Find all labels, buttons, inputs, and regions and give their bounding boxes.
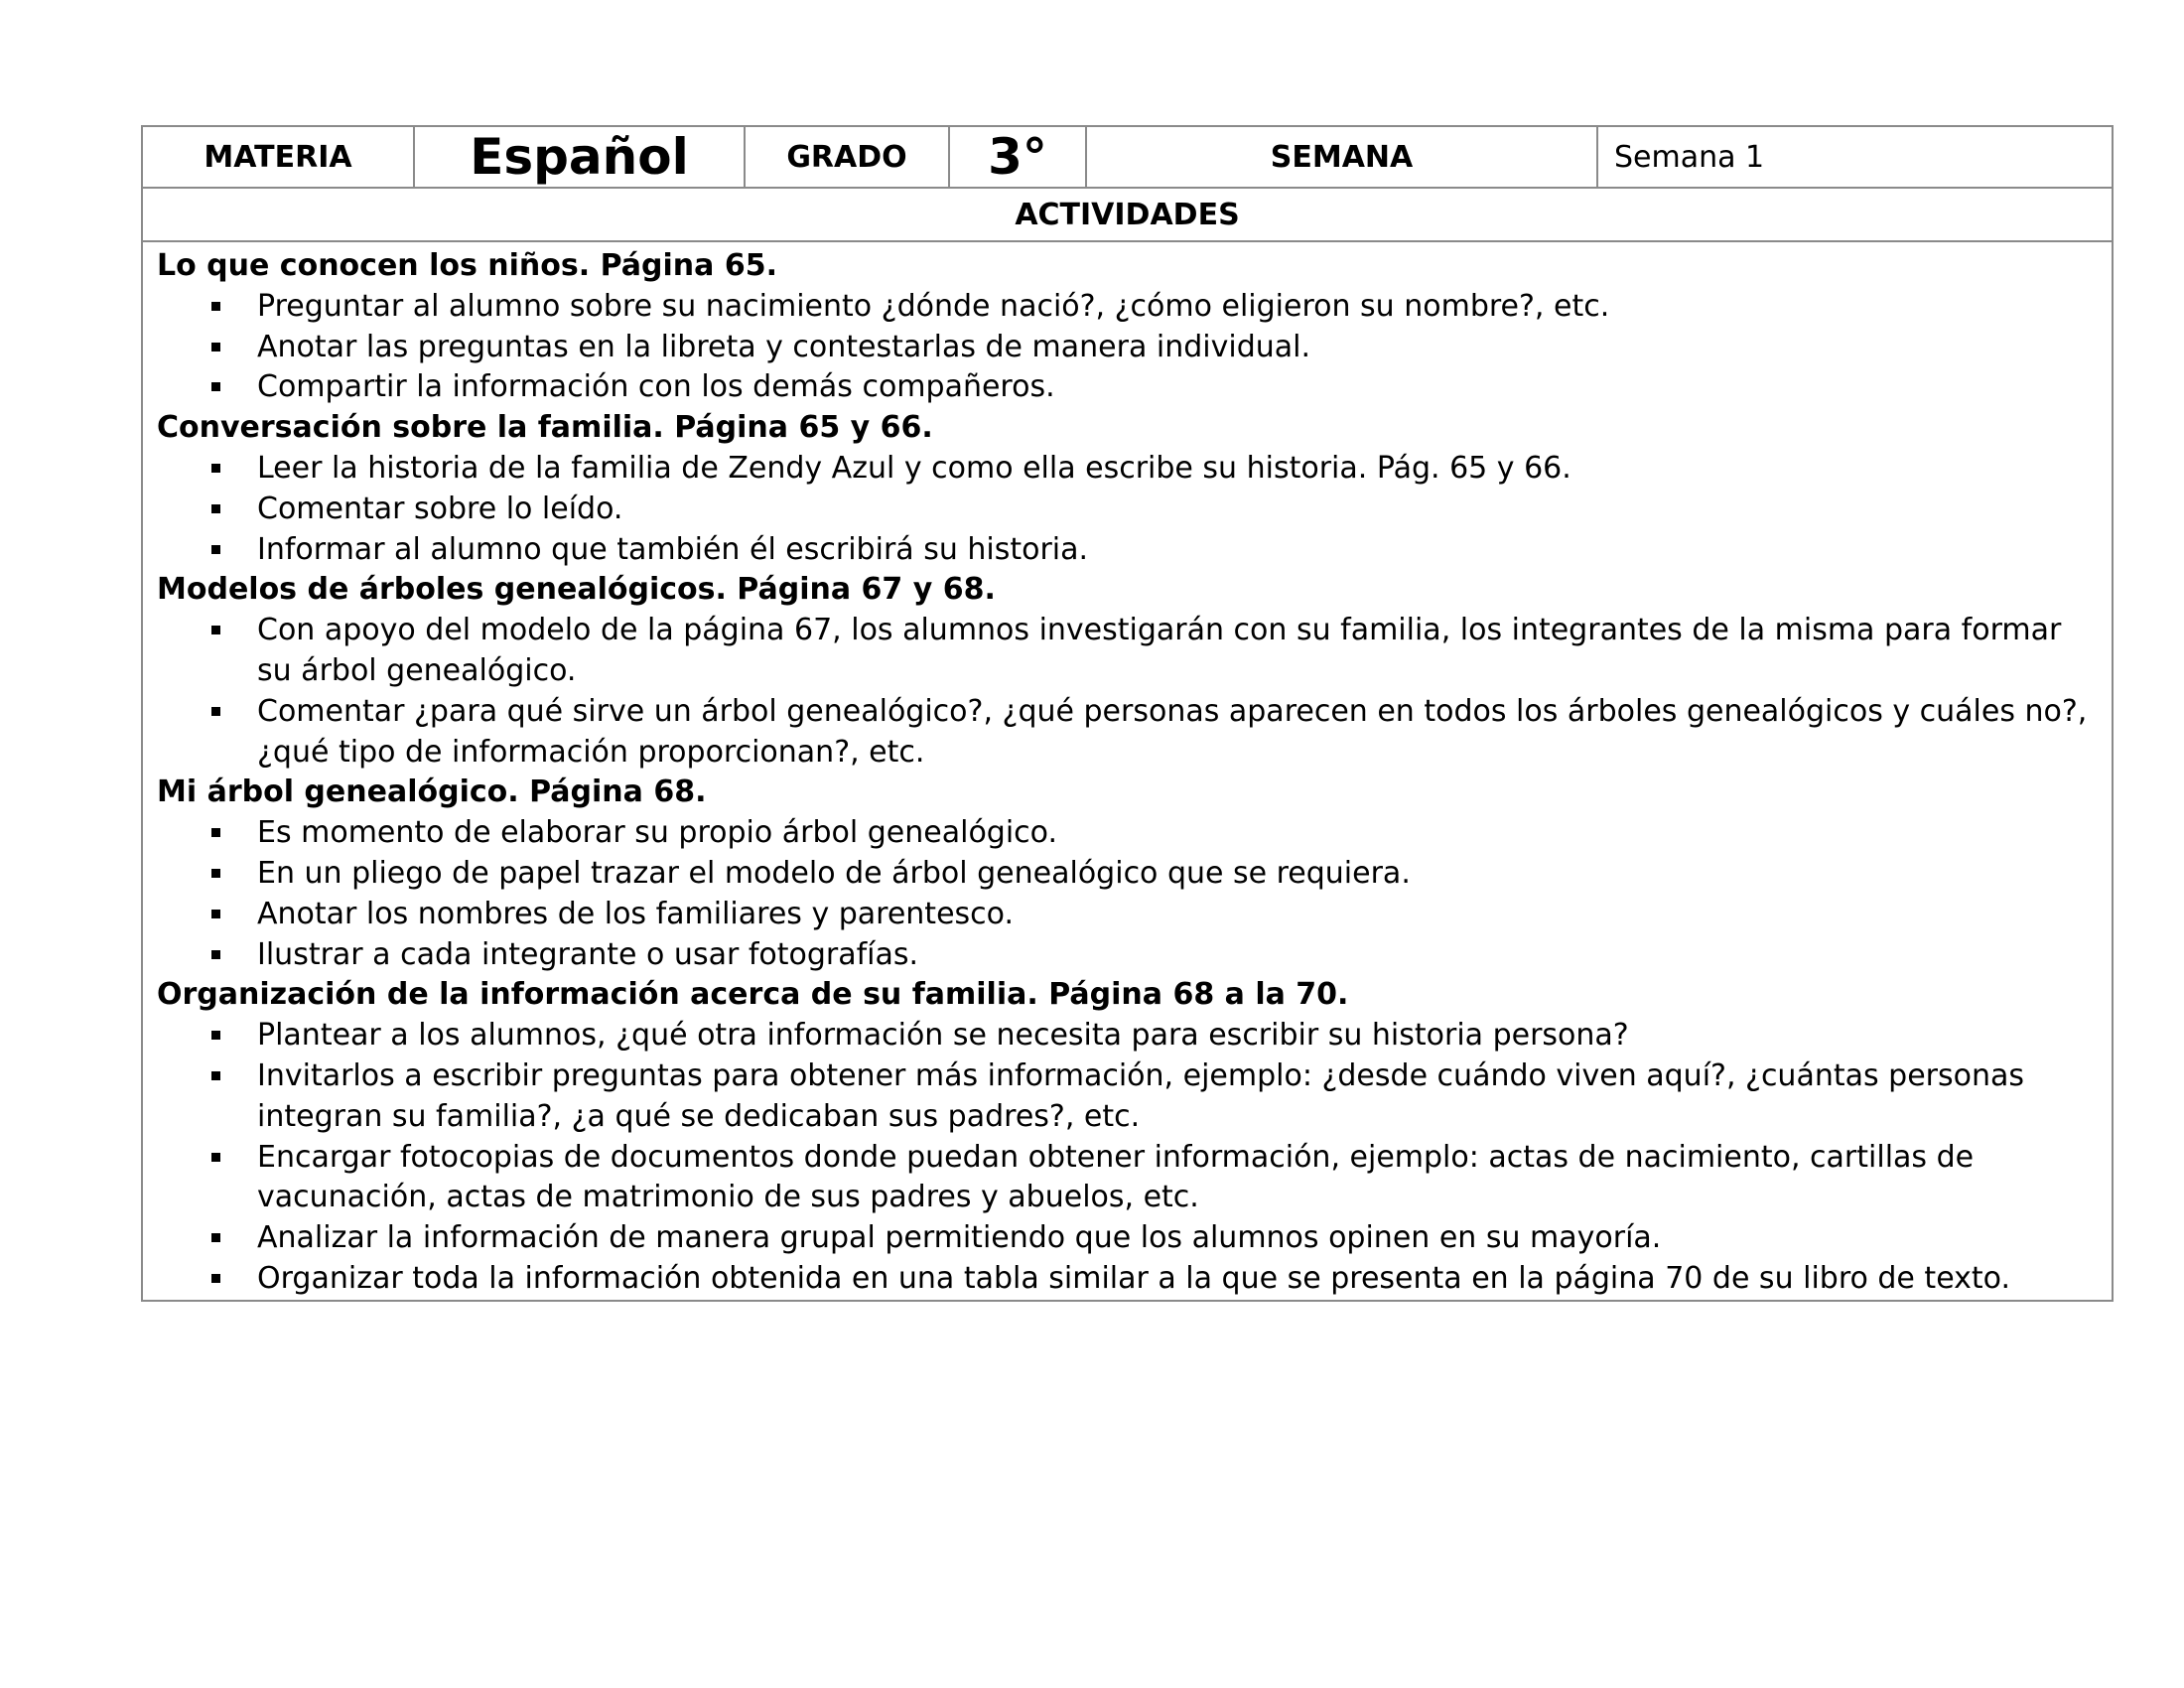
square-bullet-icon: [211, 950, 220, 959]
activity-section: [157, 773, 2098, 975]
square-bullet-icon: [211, 1031, 220, 1040]
activity-section: [157, 570, 2098, 773]
square-bullet-icon: [211, 1071, 220, 1080]
list-item: [157, 490, 2098, 530]
bullet-list: [157, 1016, 2098, 1300]
square-bullet-icon: [211, 382, 220, 391]
list-item-text: Leer la historia de la familia de Zendy Azul y como ella escribe su historia. Pág. 65 y 66.: [257, 450, 1571, 486]
square-bullet-icon: [211, 464, 220, 473]
list-item-text: En un pliego de papel trazar el modelo de árbol genealógico que se requiera.: [257, 855, 1411, 891]
activity-section: [157, 975, 2098, 1299]
list-item: [157, 611, 2098, 692]
lesson-plan-table: [141, 125, 2114, 1302]
list-item-text: Analizar la información de manera grupal permitiendo que los alumnos opinen en su mayoría.: [257, 1220, 1662, 1256]
header-row: [143, 127, 2112, 189]
square-bullet-icon: [211, 1153, 220, 1162]
square-bullet-icon: [211, 828, 220, 837]
grado-label: GRADO: [746, 127, 950, 187]
list-item: [157, 1218, 2098, 1259]
list-item: [157, 692, 2098, 774]
section-title: Lo que conocen los niños. Página 65.: [157, 248, 777, 283]
list-item-text: Comentar sobre lo leído.: [257, 491, 623, 526]
list-item-text: Invitarlos a escribir preguntas para obtener más información, ejemplo: ¿desde cuándo viven aquí?, ¿cuántas personas integran su familia?, ¿a qué se dedicaban sus padres?, etc.: [257, 1057, 2025, 1134]
list-item: [157, 530, 2098, 571]
square-bullet-icon: [211, 1233, 220, 1242]
square-bullet-icon: [211, 910, 220, 918]
list-item: [157, 1016, 2098, 1056]
square-bullet-icon: [211, 1274, 220, 1283]
list-item: [157, 813, 2098, 854]
list-item: [157, 1259, 2098, 1300]
list-item-text: Ilustrar a cada integrante o usar fotografías.: [257, 936, 919, 972]
list-item-text: Organizar toda la información obtenida en una tabla similar a la que se presenta en la página 70 de su libro de texto.: [257, 1260, 2011, 1296]
list-item: [157, 367, 2098, 408]
list-item: [157, 449, 2098, 490]
semana-value: Semana 1: [1614, 139, 1765, 175]
square-bullet-icon: [211, 626, 220, 634]
list-item-text: Anotar las preguntas en la libreta y contestarlas de manera individual.: [257, 329, 1311, 364]
square-bullet-icon: [211, 869, 220, 878]
list-item: [157, 328, 2098, 368]
square-bullet-icon: [211, 707, 220, 716]
activities-content: [143, 242, 2112, 1300]
list-item: [157, 1138, 2098, 1219]
list-item: [157, 854, 2098, 895]
activity-section: [157, 408, 2098, 570]
activity-section: [157, 246, 2098, 408]
actividades-heading: ACTIVIDADES: [143, 189, 2112, 242]
list-item: [157, 1056, 2098, 1138]
bullet-list: [157, 813, 2098, 975]
materia-value: Español: [415, 127, 746, 187]
square-bullet-icon: [211, 504, 220, 513]
section-title: Conversación sobre la familia. Página 65 y 66.: [157, 410, 933, 446]
list-item: [157, 895, 2098, 935]
list-item-text: Preguntar al alumno sobre su nacimiento ¿dónde nació?, ¿cómo eligieron su nombre?, etc.: [257, 288, 1610, 324]
list-item-text: Plantear a los alumnos, ¿qué otra información se necesita para escribir su historia persona?: [257, 1018, 1629, 1054]
square-bullet-icon: [211, 343, 220, 352]
list-item: [157, 935, 2098, 976]
grado-value: 3°: [950, 127, 1087, 187]
square-bullet-icon: [211, 302, 220, 311]
list-item-text: Anotar los nombres de los familiares y parentesco.: [257, 896, 1015, 931]
square-bullet-icon: [211, 545, 220, 554]
list-item-text: Informar al alumno que también él escribirá su historia.: [257, 531, 1089, 567]
bullet-list: [157, 611, 2098, 773]
list-item-text: Comentar ¿para qué sirve un árbol genealógico?, ¿qué personas aparecen en todos los árboles genealógicos y cuáles no?, ¿qué tipo de información proporcionan?, etc.: [257, 693, 2088, 770]
section-title: Organización de la información acerca de su familia. Página 68 a la 70.: [157, 977, 1349, 1013]
list-item: [157, 287, 2098, 328]
section-title: Modelos de árboles genealógicos. Página 67 y 68.: [157, 572, 996, 608]
semana-label: SEMANA: [1087, 127, 1598, 187]
list-item-text: Compartir la información con los demás compañeros.: [257, 369, 1055, 405]
list-item-text: Encargar fotocopias de documentos donde puedan obtener información, ejemplo: actas de nacimiento, cartillas de vacunación, actas de matrimonio de sus padres y abuelos, etc.: [257, 1139, 1975, 1215]
list-item-text: Es momento de elaborar su propio árbol genealógico.: [257, 815, 1058, 851]
section-title: Mi árbol genealógico. Página 68.: [157, 774, 707, 810]
bullet-list: [157, 287, 2098, 408]
bullet-list: [157, 449, 2098, 570]
list-item-text: Con apoyo del modelo de la página 67, los alumnos investigarán con su familia, los integrantes de la misma para formar su árbol genealógico.: [257, 613, 2062, 688]
materia-label: MATERIA: [143, 127, 415, 187]
